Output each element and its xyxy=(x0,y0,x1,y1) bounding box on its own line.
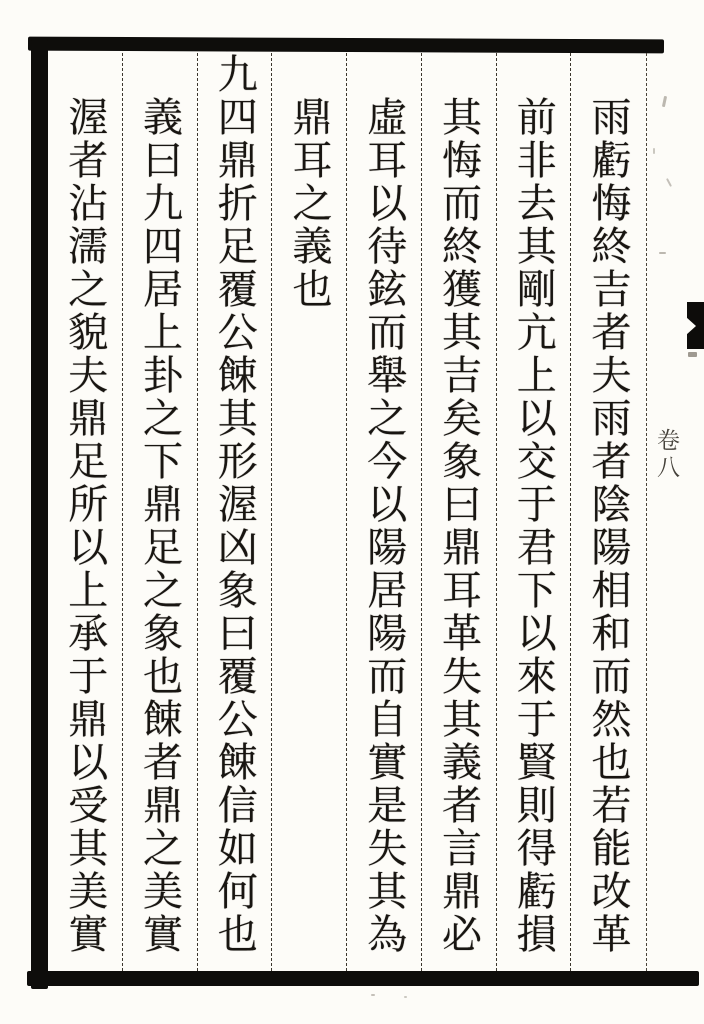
scan-noise xyxy=(371,994,375,996)
scan-noise xyxy=(653,148,655,154)
text-column-6-classic-line: 九四鼎折足覆公餗其形渥凶象曰覆公餗信如何也 xyxy=(197,53,272,971)
scan-noise xyxy=(404,996,407,998)
spine-margin-rule xyxy=(646,53,647,971)
text-column-2: 前非去其剛亢上以交于君下以來于賢則得虧損 xyxy=(496,53,571,971)
fishtail-mark xyxy=(687,302,704,349)
text-column-5: 鼎耳之義也 xyxy=(271,53,346,971)
scan-noise xyxy=(688,352,697,357)
volume-label: 卷八 xyxy=(654,428,679,482)
scan-noise xyxy=(662,96,667,107)
frame-top-border xyxy=(28,37,664,54)
text-column-1: 雨虧悔終吉者夫雨者陰陽相和而然也若能改革 xyxy=(570,53,645,971)
frame-left-border xyxy=(31,39,48,989)
text-column-7: 義曰九四居上卦之下鼎足之象也餗者鼎之美實 xyxy=(122,53,197,971)
text-area xyxy=(48,53,645,971)
text-column-3: 其悔而終獲其吉矣象曰鼎耳革失其義者言鼎必 xyxy=(421,53,496,971)
text-column-4: 虛耳以待鉉而舉之今以陽居陽而自實是失其為 xyxy=(346,53,421,971)
scan-noise xyxy=(666,178,672,187)
frame-bottom-border xyxy=(27,971,699,986)
text-column-8: 渥者沾濡之貌夫鼎足所以上承于鼎以受其美實 xyxy=(62,96,108,956)
scan-noise xyxy=(659,252,666,254)
